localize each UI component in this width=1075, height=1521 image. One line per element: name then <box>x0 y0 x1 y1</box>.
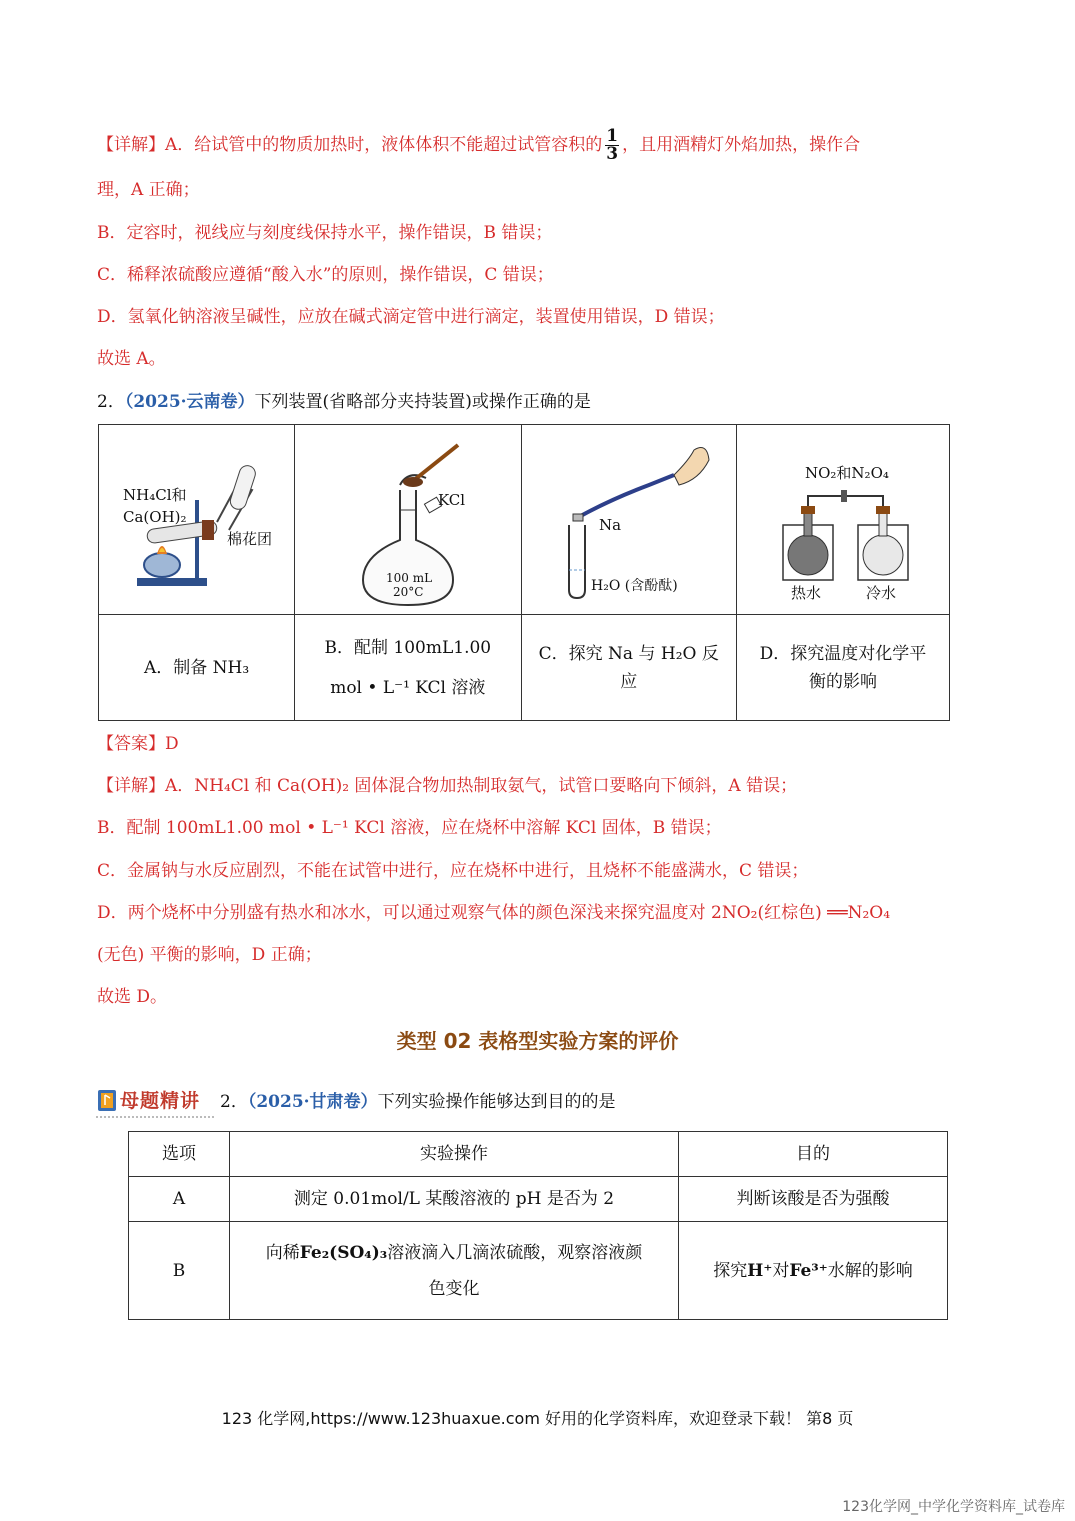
figure-c <box>521 425 737 615</box>
q3-stem: 2．（2025·甘肃卷）下列实验操作能够达到目的的是 <box>220 1092 616 1112</box>
sodium-water-figure <box>529 430 729 610</box>
q2-detail-c: C．金属钠与水反应剧烈，不能在试管中进行，应在烧杯中进行，且烧杯不能盛满水，C 错误； <box>97 861 809 881</box>
label-100ml: 100 mL <box>385 570 432 585</box>
q2-detail-d-cont: (无色) 平衡的影响，D 正确； <box>97 945 322 965</box>
q1-detail-c: C．稀释浓硫酸应遵循“酸入水”的原则，操作错误，C 错误； <box>97 265 554 285</box>
label-cotton: 棉花团 <box>226 529 272 548</box>
label-hot-water: 热水 <box>791 583 822 602</box>
q2-detail-d: D．两个烧杯中分别盛有热水和冰水，可以通过观察气体的颜色深浅来探究温度对 2NO₂(红棕色) ══N₂O₄ <box>97 903 891 923</box>
label-nh4cl: NH₄Cl和 <box>122 485 187 504</box>
row-b-purpose: 探究H⁺对Fe³⁺水解的影响 <box>679 1222 948 1320</box>
row-a-purpose: 判断该酸是否为强酸 <box>679 1177 948 1222</box>
book-icon <box>96 1087 120 1113</box>
badge-label: 母题精讲 <box>120 1090 201 1112</box>
section-title: 类型 02 表格型实验方案的评价 <box>396 1029 679 1053</box>
option-row <box>99 615 950 721</box>
q2-detail-a: 【详解】A．NH₄Cl 和 Ca(OH)₂ 固体混合物加热制取氨气，试管口要略向下倾斜，A 错误； <box>97 776 798 796</box>
ammonia-apparatus-figure <box>107 430 287 610</box>
q3-table <box>128 1131 948 1320</box>
option-a: A．制备 NH₃ <box>99 615 295 721</box>
badge <box>96 1086 200 1113</box>
q1-choose: 故选 A。 <box>97 349 166 369</box>
option-b: B．配制 100mL1.00 mol • L⁻¹ KCl 溶液 <box>295 615 521 721</box>
figure-d <box>737 425 950 615</box>
label-caoh2: Ca(OH)₂ <box>122 507 187 526</box>
q2-answer: 【答案】D <box>97 734 179 754</box>
volumetric-flask-figure <box>308 430 508 610</box>
watermark: 123化学网_中学化学资料库_试卷库 <box>842 1499 1065 1515</box>
label-20c: 20°C <box>392 584 424 599</box>
q1-detail-a-cont: 理，A 正确； <box>97 180 200 200</box>
header-purpose: 目的 <box>679 1132 948 1177</box>
figure-a <box>99 425 295 615</box>
q2-stem: 2．（2025·云南卷）下列装置(省略部分夹持装置)或操作正确的是 <box>97 392 591 412</box>
no2-equilibrium-figure <box>743 430 943 610</box>
label-na: Na <box>598 515 621 534</box>
figure-b <box>295 425 521 615</box>
header-operation: 实验操作 <box>230 1132 679 1177</box>
q2-detail-b: B．配制 100mL1.00 mol • L⁻¹ KCl 溶液，应在烧杯中溶解 KCl 固体，B 错误； <box>97 818 722 838</box>
q2-choose: 故选 D。 <box>97 987 168 1007</box>
label-kcl: KCl <box>437 490 465 509</box>
q1-detail-d: D．氢氧化钠溶液呈碱性，应放在碱式滴定管中进行滴定，装置使用错误，D 错误； <box>97 307 725 327</box>
q1-detail-b: B．定容时，视线应与刻度线保持水平，操作错误，B 错误； <box>97 223 553 243</box>
badge-underline <box>96 1116 214 1118</box>
option-d: D．探究温度对化学平 衡的影响 <box>737 615 950 721</box>
row-b-option: B <box>129 1222 230 1320</box>
fraction-one-third: $\frac{1}{3}$ <box>606 126 619 164</box>
label-no2-n2o4: NO₂和N₂O₄ <box>805 463 889 482</box>
q2-options-table <box>98 424 950 721</box>
option-c: C．探究 Na 与 H₂O 反 应 <box>521 615 737 721</box>
table-row <box>129 1222 948 1320</box>
row-a-option: A <box>129 1177 230 1222</box>
label-cold-water: 冷水 <box>866 583 897 602</box>
table-row <box>129 1177 948 1222</box>
page-footer: 123 化学网,https://www.123huaxue.com 好用的化学资料库，欢迎登录下载！ 第8 页 <box>221 1409 854 1428</box>
table-header-row <box>129 1132 948 1177</box>
row-a-operation: 测定 0.01mol/L 某酸溶液的 pH 是否为 2 <box>230 1177 679 1222</box>
q1-detail-a: 【详解】A．给试管中的物质加热时，液体体积不能超过试管容积的 $\frac{1}{3}$ ，且用酒精灯外焰加热，操作合 <box>97 126 861 164</box>
figure-row <box>99 425 950 615</box>
label-water-phenolphthalein: H₂O (含酚酞) <box>590 577 678 594</box>
row-b-operation: 向稀Fe₂(SO₄)₃溶液滴入几滴浓硫酸，观察溶液颜 色变化 <box>230 1222 679 1320</box>
header-option: 选项 <box>129 1132 230 1177</box>
